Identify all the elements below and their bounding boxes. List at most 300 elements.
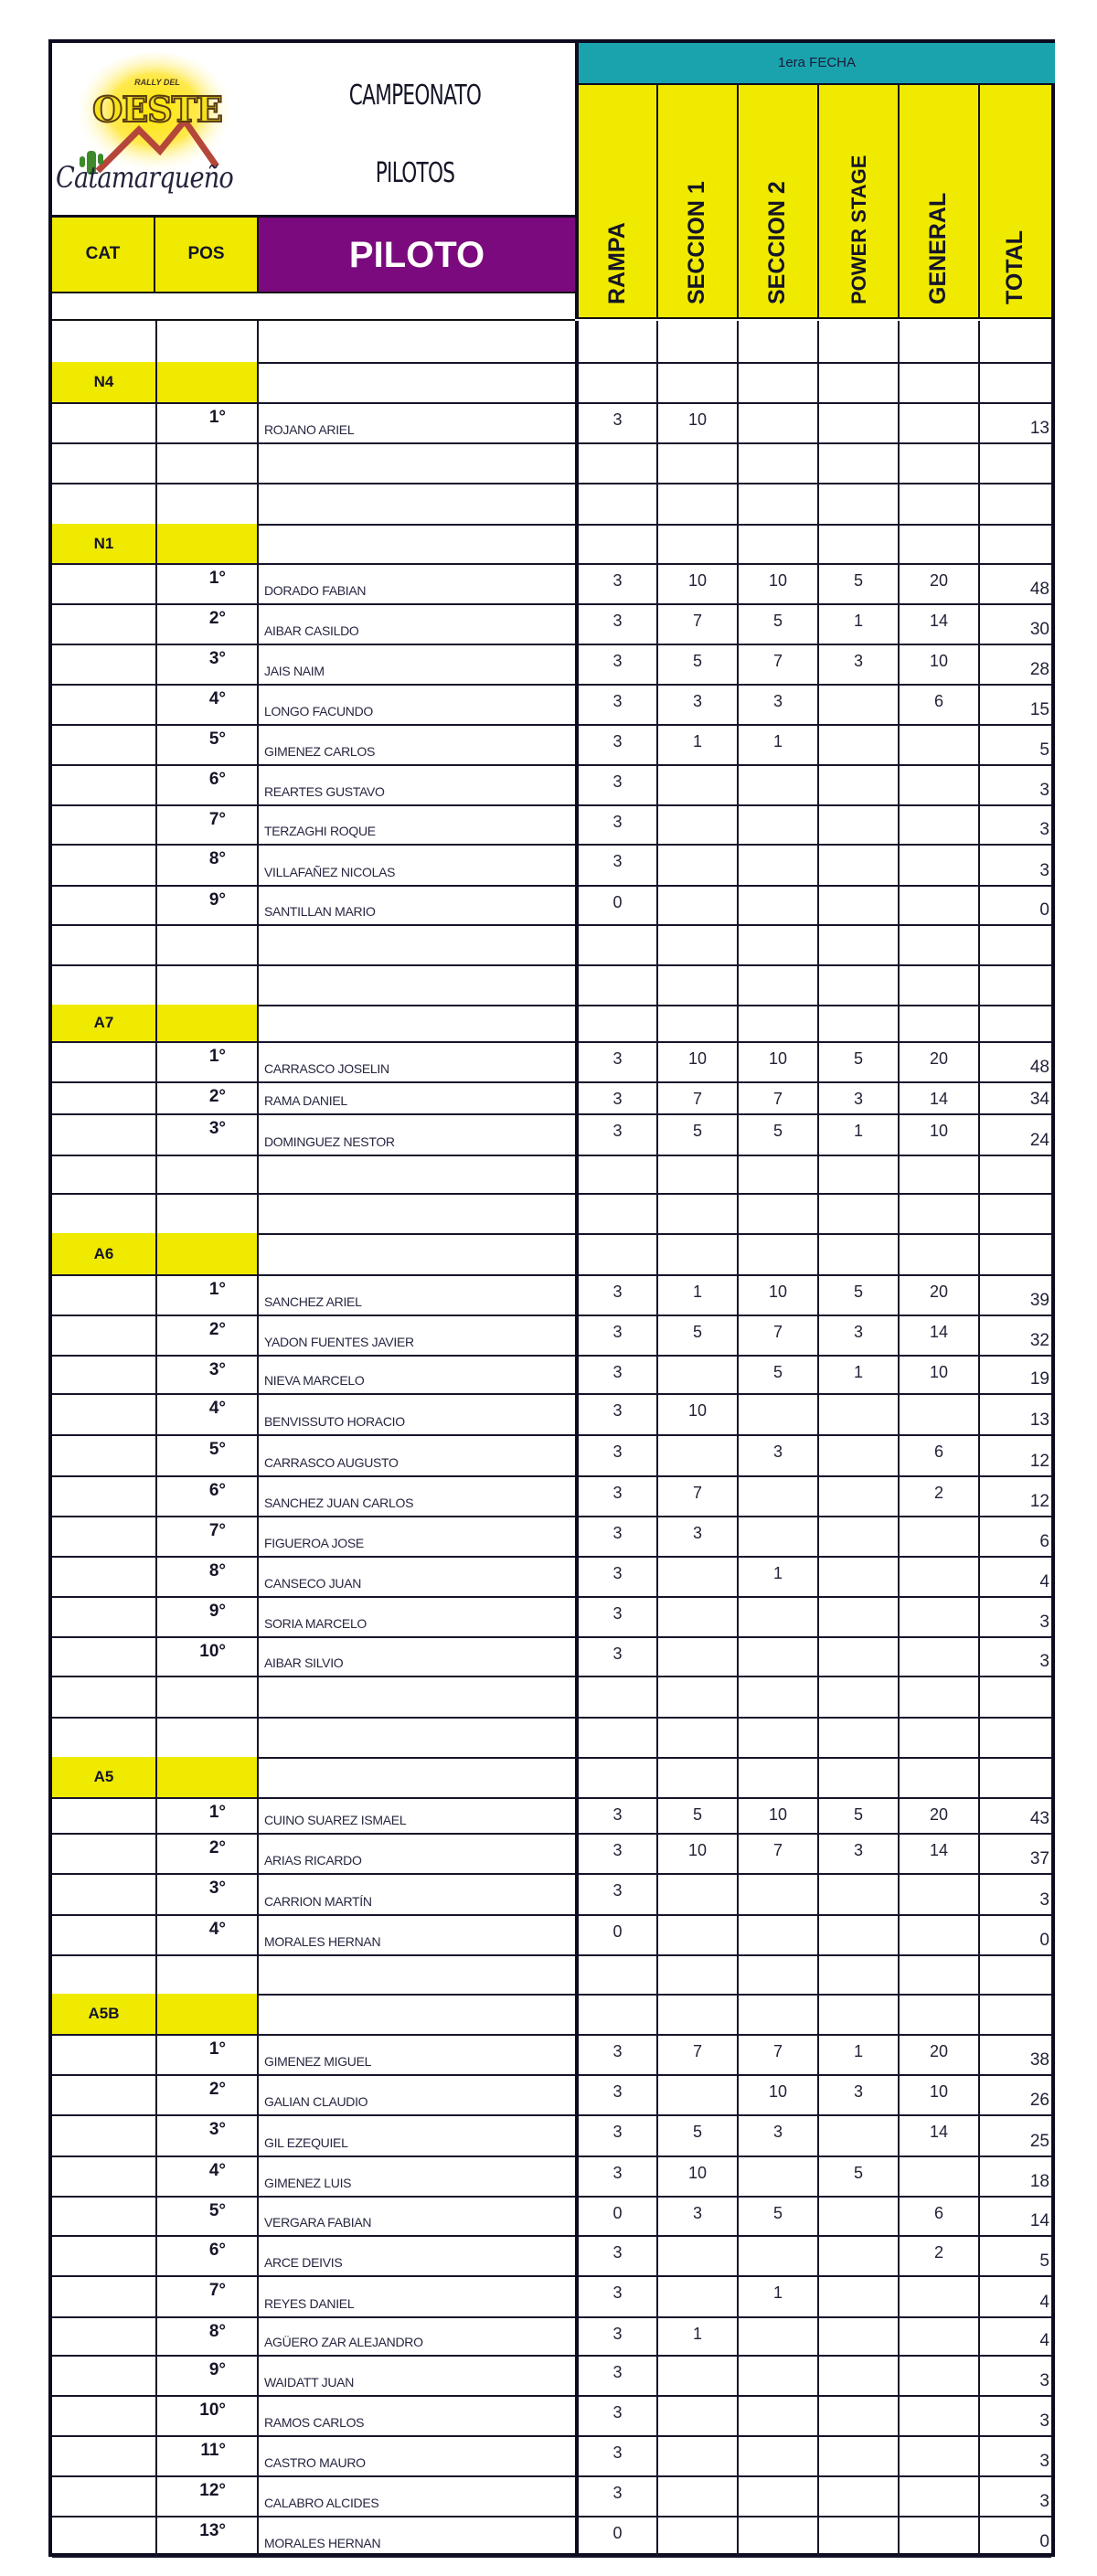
cell-cat (52, 2435, 155, 2475)
cell-total (978, 402, 1051, 442)
table-row (52, 684, 1051, 726)
cell-power-stage (817, 1193, 898, 1233)
total-points: 3 (1039, 2371, 1049, 2390)
cell-seccion1 (656, 724, 737, 764)
cell-seccion1 (656, 1193, 737, 1233)
logo-script-text: Catamarqueño (56, 160, 233, 195)
cell-power-stage (817, 1274, 898, 1315)
cell-cat (52, 1434, 155, 1475)
s2-points: 10 (768, 1049, 788, 1068)
cell-total (978, 1676, 1051, 1717)
cell-cat (52, 2275, 155, 2316)
rampa-points: 3 (612, 2283, 623, 2302)
cell-cat (52, 362, 155, 402)
total-points: 12 (1029, 1452, 1049, 1471)
table-row (52, 2156, 1051, 2198)
cell-cat (52, 2395, 155, 2435)
cell-power-stage (817, 764, 898, 804)
cell-power-stage (817, 1393, 898, 1434)
driver-name: REARTES GUSTAVO (264, 784, 385, 799)
table-row (52, 563, 1051, 605)
cell-rampa (575, 1155, 656, 1193)
cell-general (898, 2435, 978, 2475)
cell-seccion2 (737, 362, 817, 402)
cell-rampa (575, 1193, 656, 1233)
cell-power-stage (817, 1954, 898, 1994)
cell-power-stage (817, 1833, 898, 1873)
gen-points: 10 (929, 1363, 949, 1381)
cell-cat (52, 1676, 155, 1717)
cell-seccion2 (737, 1081, 817, 1113)
driver-name: LONGO FACUNDO (264, 704, 374, 719)
total-points: 13 (1029, 419, 1049, 438)
cell-seccion2 (737, 1315, 817, 1355)
ps-points: 1 (853, 2042, 863, 2060)
cell-pos (155, 2475, 257, 2516)
cell-general (898, 1393, 978, 1434)
cell-total (978, 1717, 1051, 1757)
cell-piloto (257, 1914, 575, 1954)
cell-pos (155, 1113, 257, 1155)
ps-points: 3 (853, 1090, 863, 1108)
cell-general (898, 1797, 978, 1833)
category-row (52, 524, 1051, 565)
driver-name: RAMA DANIEL (264, 1093, 347, 1108)
cell-total (978, 362, 1051, 402)
cell-seccion1 (656, 2196, 737, 2235)
cell-rampa (575, 1516, 656, 1556)
s2-points: 7 (772, 652, 783, 670)
cell-power-stage (817, 2435, 898, 2475)
col-header-seccion2 (737, 85, 817, 319)
cell-seccion1 (656, 1717, 737, 1757)
cell-cat (52, 2114, 155, 2156)
position-label: 3° (208, 1119, 226, 1138)
cell-power-stage (817, 2475, 898, 2516)
cell-pos (155, 885, 257, 924)
total-points: 5 (1039, 2251, 1049, 2271)
category-label: N1 (93, 534, 114, 552)
cell-seccion1 (656, 1914, 737, 1954)
cell-pos (155, 1757, 257, 1797)
cell-general (898, 2355, 978, 2395)
table-row (52, 1914, 1051, 1956)
position-label: 2° (208, 1838, 226, 1857)
position-label: 6° (208, 770, 226, 789)
cell-piloto (257, 1757, 575, 1797)
total-points: 0 (1039, 1931, 1049, 1950)
cell-power-stage (817, 1596, 898, 1636)
cell-general (898, 1193, 978, 1233)
cell-power-stage (817, 483, 898, 524)
cell-seccion2 (737, 2316, 817, 2355)
gen-points: 10 (929, 2082, 949, 2101)
position-label: 3° (208, 1879, 226, 1898)
cell-rampa (575, 483, 656, 524)
total-points: 25 (1029, 2132, 1049, 2151)
cell-cat (52, 1475, 155, 1516)
cell-rampa (575, 2435, 656, 2475)
cell-seccion1 (656, 321, 737, 362)
position-label: 1° (208, 1803, 226, 1822)
rampa-points: 3 (612, 813, 623, 831)
cell-power-stage (817, 2114, 898, 2156)
category-row (52, 362, 1051, 404)
cell-general (898, 724, 978, 764)
cell-general (898, 1315, 978, 1355)
cell-rampa (575, 924, 656, 964)
position-label: 2° (208, 609, 226, 628)
cell-seccion2 (737, 1155, 817, 1193)
cell-total (978, 684, 1051, 724)
table-row (52, 2034, 1051, 2076)
cell-total (978, 1636, 1051, 1676)
cell-power-stage (817, 603, 898, 644)
cell-pos (155, 1434, 257, 1475)
cell-pos (155, 1797, 257, 1833)
cell-cat (52, 563, 155, 603)
cell-total (978, 1005, 1051, 1041)
total-points: 13 (1029, 1410, 1049, 1430)
cell-pos (155, 1475, 257, 1516)
cell-piloto (257, 844, 575, 885)
table-row (52, 1434, 1051, 1477)
table-row (52, 885, 1051, 926)
cell-cat (52, 402, 155, 442)
total-points: 48 (1029, 580, 1049, 599)
total-points: 14 (1029, 2211, 1049, 2230)
cell-power-stage (817, 563, 898, 603)
position-label: 4° (208, 1399, 226, 1418)
total-points: 3 (1039, 820, 1049, 839)
cell-pos (155, 2316, 257, 2355)
cell-cat (52, 1596, 155, 1636)
cell-pos (155, 1636, 257, 1676)
cell-rampa (575, 1113, 656, 1155)
driver-name: AGÜERO ZAR ALEJANDRO (264, 2335, 423, 2349)
position-label: 7° (208, 2281, 226, 2300)
driver-name: DOMINGUEZ NESTOR (264, 1134, 395, 1149)
s2-points: 3 (772, 2123, 783, 2141)
cell-piloto (257, 2034, 575, 2074)
driver-name: RAMOS CARLOS (264, 2415, 365, 2430)
cell-rampa (575, 2355, 656, 2395)
cell-pos (155, 1833, 257, 1873)
cell-total (978, 563, 1051, 603)
cell-total (978, 764, 1051, 804)
gen-points: 10 (929, 652, 949, 670)
cell-total (978, 524, 1051, 563)
cell-seccion2 (737, 1994, 817, 2034)
cell-power-stage (817, 1155, 898, 1193)
cell-total (978, 1113, 1051, 1155)
table-row (52, 644, 1051, 686)
position-label: 4° (208, 689, 226, 708)
driver-name: NIEVA MARCELO (264, 1373, 365, 1388)
blank-row (52, 1717, 1051, 1759)
table-row (52, 1393, 1051, 1436)
cell-general (898, 1005, 978, 1041)
position-label: 1° (208, 569, 226, 588)
cell-rampa (575, 1833, 656, 1873)
cell-seccion2 (737, 1676, 817, 1717)
title-line-1: CAMPEONATO (348, 80, 482, 112)
driver-name: VERGARA FABIAN (264, 2215, 372, 2230)
cell-piloto (257, 644, 575, 684)
rampa-points: 0 (612, 1922, 623, 1941)
rampa-points: 3 (612, 1401, 623, 1420)
cell-rampa (575, 2114, 656, 2156)
category-row (52, 1757, 1051, 1799)
cell-total (978, 1556, 1051, 1596)
cell-general (898, 885, 978, 924)
s2-points: 5 (772, 1122, 783, 1140)
rampa-points: 3 (612, 1841, 623, 1859)
cell-piloto (257, 2516, 575, 2556)
cell-seccion1 (656, 1355, 737, 1393)
cell-seccion1 (656, 2275, 737, 2316)
driver-name: CANSECO JUAN (264, 1576, 362, 1591)
position-label: 8° (208, 2322, 226, 2341)
table-row (52, 2074, 1051, 2116)
cell-seccion2 (737, 764, 817, 804)
header-spacer-row (52, 293, 575, 321)
cell-pos (155, 764, 257, 804)
cell-power-stage (817, 2355, 898, 2395)
ps-points: 5 (853, 1049, 863, 1068)
cell-seccion1 (656, 1315, 737, 1355)
gen-points: 6 (933, 692, 943, 710)
cell-rampa (575, 1005, 656, 1041)
total-points: 0 (1039, 900, 1049, 920)
ps-points: 5 (853, 2164, 863, 2182)
cell-general (898, 1556, 978, 1596)
cell-seccion2 (737, 2196, 817, 2235)
cell-general (898, 1994, 978, 2034)
gen-points: 10 (929, 1122, 949, 1140)
cell-cat (52, 2074, 155, 2114)
table-row (52, 2316, 1051, 2357)
rally-logo (52, 43, 255, 215)
cell-pos (155, 1873, 257, 1914)
cell-total (978, 1833, 1051, 1873)
cell-cat (52, 2475, 155, 2516)
blank-row (52, 1193, 1051, 1235)
s2-points: 3 (772, 1442, 783, 1461)
cell-seccion1 (656, 1797, 737, 1833)
gen-points: 20 (929, 571, 949, 590)
cell-general (898, 1113, 978, 1155)
cell-power-stage (817, 362, 898, 402)
cell-seccion2 (737, 1005, 817, 1041)
cell-rampa (575, 724, 656, 764)
table-row (52, 2275, 1051, 2318)
table-row (52, 2395, 1051, 2437)
cell-seccion1 (656, 2074, 737, 2114)
cell-rampa (575, 1636, 656, 1676)
position-label: 3° (208, 649, 226, 668)
cell-pos (155, 1556, 257, 1596)
cell-general (898, 644, 978, 684)
cell-cat (52, 1994, 155, 2034)
col-header-general-label: GENERAL (925, 192, 951, 304)
cell-pos (155, 1315, 257, 1355)
cell-seccion2 (737, 2034, 817, 2074)
s1-points: 10 (687, 2164, 708, 2182)
rampa-points: 3 (612, 772, 623, 791)
driver-name: MORALES HERNAN (264, 1934, 381, 1949)
rampa-points: 3 (612, 2325, 623, 2343)
cell-total (978, 1041, 1051, 1081)
col-header-power-stage-label: POWER STAGE (847, 154, 870, 304)
cell-seccion2 (737, 1757, 817, 1797)
cell-piloto (257, 1954, 575, 1994)
event-header: 1era FECHA (575, 43, 1055, 85)
cell-total (978, 1315, 1051, 1355)
category-row (52, 1005, 1051, 1043)
cell-seccion1 (656, 1041, 737, 1081)
cell-seccion2 (737, 402, 817, 442)
cell-pos (155, 1596, 257, 1636)
cell-piloto (257, 1315, 575, 1355)
cell-general (898, 2156, 978, 2196)
s1-points: 10 (687, 1841, 708, 1859)
rampa-points: 0 (612, 893, 623, 911)
total-points: 38 (1029, 2050, 1049, 2070)
cell-power-stage (817, 1475, 898, 1516)
rampa-points: 3 (612, 1881, 623, 1900)
cell-pos (155, 724, 257, 764)
cell-pos (155, 924, 257, 964)
rampa-points: 3 (612, 1049, 623, 1068)
cell-total (978, 2355, 1051, 2395)
cell-rampa (575, 2395, 656, 2435)
s2-points: 10 (768, 1283, 788, 1301)
driver-name: GALIAN CLAUDIO (264, 2094, 368, 2109)
cell-pos (155, 2034, 257, 2074)
cell-seccion1 (656, 2516, 737, 2556)
cell-power-stage (817, 844, 898, 885)
cell-rampa (575, 764, 656, 804)
cell-cat (52, 1233, 155, 1274)
cell-seccion2 (737, 844, 817, 885)
col-header-pos: POS (155, 215, 257, 293)
position-label: 10° (199, 2400, 226, 2420)
cell-rampa (575, 524, 656, 563)
cell-power-stage (817, 1516, 898, 1556)
col-header-cat: CAT (52, 215, 155, 293)
rampa-points: 3 (612, 612, 623, 630)
cell-general (898, 321, 978, 362)
rampa-points: 3 (612, 571, 623, 590)
cell-rampa (575, 684, 656, 724)
cell-pos (155, 1676, 257, 1717)
cell-piloto (257, 2316, 575, 2355)
cell-general (898, 924, 978, 964)
cell-pos (155, 2235, 257, 2275)
cell-pos (155, 1914, 257, 1954)
table-row (52, 1873, 1051, 1916)
cell-piloto (257, 1393, 575, 1434)
position-label: 4° (208, 1920, 226, 1939)
blank-row (52, 924, 1051, 966)
cell-cat (52, 1914, 155, 1954)
gen-points: 14 (929, 1323, 949, 1341)
cell-seccion2 (737, 442, 817, 483)
rampa-points: 3 (612, 1090, 623, 1108)
s2-points: 10 (768, 571, 788, 590)
cell-cat (52, 1636, 155, 1676)
cell-total (978, 321, 1051, 362)
cell-total (978, 1233, 1051, 1274)
cell-piloto (257, 2156, 575, 2196)
table-row (52, 2355, 1051, 2397)
position-label: 3° (208, 2120, 226, 2139)
cell-rampa (575, 2475, 656, 2516)
driver-name: AIBAR SILVIO (264, 1655, 344, 1670)
cell-rampa (575, 1797, 656, 1833)
cell-piloto (257, 1081, 575, 1113)
gen-points: 2 (933, 2243, 943, 2262)
ps-points: 5 (853, 1283, 863, 1301)
cell-power-stage (817, 724, 898, 764)
total-points: 26 (1029, 2091, 1049, 2110)
driver-name: REYES DANIEL (264, 2296, 355, 2311)
cell-total (978, 964, 1051, 1005)
cell-piloto (257, 2074, 575, 2114)
cell-rampa (575, 1393, 656, 1434)
category-row (52, 1233, 1051, 1276)
cell-piloto (257, 1797, 575, 1833)
cell-pos (155, 1274, 257, 1315)
cell-rampa (575, 1954, 656, 1994)
standings-table (48, 39, 1055, 2557)
cell-seccion2 (737, 2156, 817, 2196)
rampa-points: 3 (612, 2363, 623, 2381)
cell-seccion1 (656, 563, 737, 603)
cell-seccion2 (737, 524, 817, 563)
position-label: 9° (208, 1602, 226, 1621)
cell-total (978, 442, 1051, 483)
table-row (52, 1315, 1051, 1357)
cell-rampa (575, 1355, 656, 1393)
s1-points: 7 (692, 1090, 702, 1108)
position-label: 2° (208, 1320, 226, 1339)
s1-points: 10 (687, 1401, 708, 1420)
blank-row (52, 442, 1051, 484)
s1-points: 5 (692, 2123, 702, 2141)
cell-cat (52, 1393, 155, 1434)
s2-points: 3 (772, 692, 783, 710)
rampa-points: 3 (612, 1484, 623, 1502)
position-label: 4° (208, 2161, 226, 2180)
cell-seccion1 (656, 442, 737, 483)
driver-name: GIMENEZ LUIS (264, 2176, 352, 2190)
cell-seccion2 (737, 2114, 817, 2156)
logo-main-text: OESTE (92, 89, 222, 130)
cell-rampa (575, 2074, 656, 2114)
gen-points: 14 (929, 2123, 949, 2141)
s1-points: 3 (692, 1524, 702, 1542)
driver-name: DORADO FABIAN (264, 583, 367, 598)
logo-top-text: RALLY DEL (134, 78, 180, 87)
table-row (52, 402, 1051, 444)
s1-points: 7 (692, 612, 702, 630)
blank-row (52, 964, 1051, 1006)
table-row (52, 1797, 1051, 1835)
col-header-rampa-label: RAMPA (603, 222, 630, 304)
cell-piloto (257, 442, 575, 483)
